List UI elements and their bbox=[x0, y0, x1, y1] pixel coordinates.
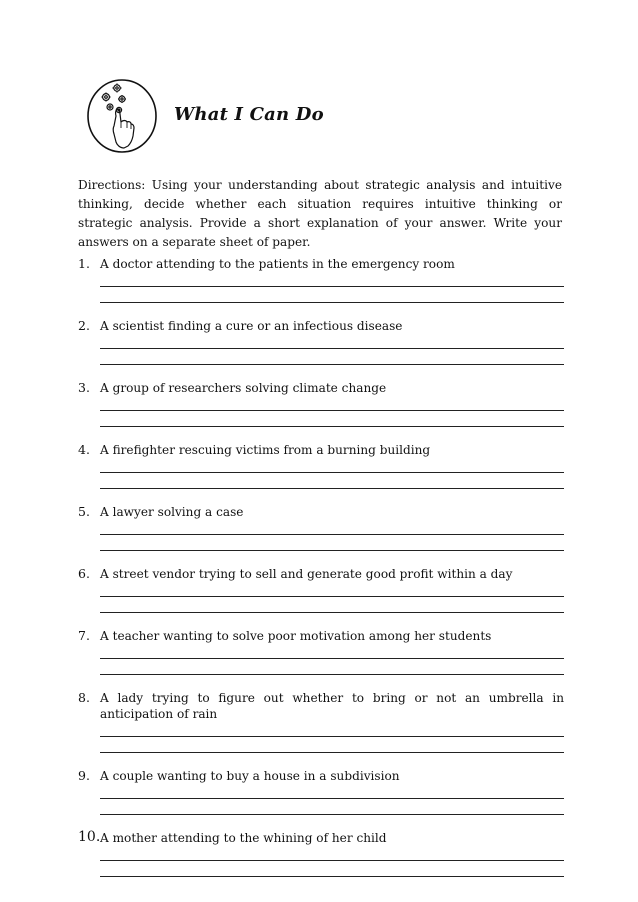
question-item-2 bbox=[78, 318, 564, 365]
question-item-5 bbox=[78, 504, 564, 551]
hand-gears-icon bbox=[86, 78, 158, 154]
question-text: A firefighter rescuing victims from a burning building bbox=[100, 443, 431, 457]
answer-line bbox=[100, 659, 564, 675]
question-number: 5. bbox=[78, 504, 90, 519]
answer-line bbox=[100, 722, 564, 737]
directions-text: Directions: Using your understanding about strategic analysis and intuitive thinking, decide whether each situation requires intuitive thinking or strategic analysis. Provide a short explanation of your answer. Write your answers on a separate sheet of paper. bbox=[78, 178, 562, 249]
question-text: A doctor attending to the patients in the emergency room bbox=[100, 257, 455, 271]
page-title: What I Can Do bbox=[174, 104, 324, 125]
question-list bbox=[78, 256, 564, 892]
answer-line bbox=[100, 396, 564, 411]
answer-line bbox=[100, 846, 564, 861]
question-item-8 bbox=[78, 690, 564, 753]
question-item-3 bbox=[78, 380, 564, 427]
question-text: A scientist finding a cure or an infectious disease bbox=[100, 319, 403, 333]
answer-line bbox=[100, 272, 564, 287]
answer-line bbox=[100, 287, 564, 303]
question-number: 4. bbox=[78, 442, 90, 457]
answer-line bbox=[100, 458, 564, 473]
answer-line bbox=[100, 334, 564, 349]
answer-line bbox=[100, 799, 564, 815]
answer-line bbox=[100, 520, 564, 535]
answer-line bbox=[100, 473, 564, 489]
question-text: A mother attending to the whining of her child bbox=[100, 831, 387, 845]
question-number: 1. bbox=[78, 256, 90, 271]
question-text: A couple wanting to buy a house in a subdivision bbox=[100, 769, 400, 783]
section-header bbox=[86, 78, 386, 158]
question-item-1 bbox=[78, 256, 564, 303]
answer-line bbox=[100, 737, 564, 753]
question-number: 3. bbox=[78, 380, 90, 395]
question-item-9 bbox=[78, 768, 564, 815]
answer-line bbox=[100, 349, 564, 365]
question-number: 9. bbox=[78, 768, 90, 783]
question-number: 10. bbox=[78, 829, 101, 845]
question-item-4 bbox=[78, 442, 564, 489]
answer-line bbox=[100, 535, 564, 551]
question-item-10 bbox=[78, 830, 564, 877]
answer-line bbox=[100, 582, 564, 597]
question-number: 7. bbox=[78, 628, 90, 643]
question-text: A teacher wanting to solve poor motivation among her students bbox=[100, 629, 492, 643]
answer-line bbox=[100, 411, 564, 427]
answer-line bbox=[100, 644, 564, 659]
answer-line bbox=[100, 597, 564, 613]
question-item-6 bbox=[78, 566, 564, 613]
question-text: A group of researchers solving climate change bbox=[100, 381, 387, 395]
question-number: 2. bbox=[78, 318, 90, 333]
question-item-7 bbox=[78, 628, 564, 675]
question-text: A lady trying to figure out whether to bring or not an umbrella in anticipation of rain bbox=[100, 691, 564, 721]
answer-line bbox=[100, 784, 564, 799]
question-number: 6. bbox=[78, 566, 90, 581]
question-text: A street vendor trying to sell and generate good profit within a day bbox=[100, 567, 513, 581]
answer-line bbox=[100, 861, 564, 877]
question-number: 8. bbox=[78, 690, 90, 705]
question-text: A lawyer solving a case bbox=[100, 505, 244, 519]
